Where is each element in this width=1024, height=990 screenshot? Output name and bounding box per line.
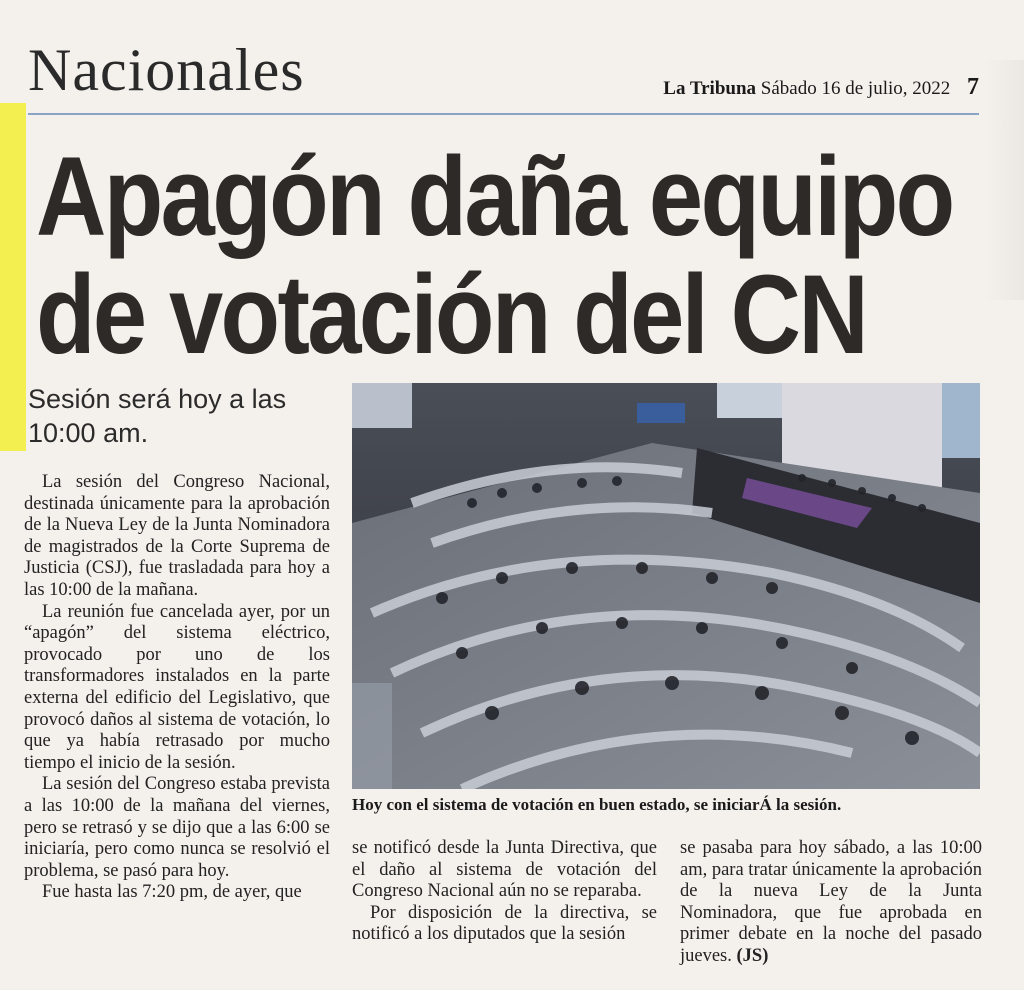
article-column-2 <box>352 838 657 946</box>
photo-caption: Hoy con el sistema de votación en buen estado, se iniciarÁ la sesión. <box>352 795 842 814</box>
article-paragraph: se notificó desde la Junta Directiva, que el daño al sistema de votación del Congreso Nacional aún no se reparaba. <box>352 838 657 902</box>
newspaper-name: La Tribuna <box>663 78 757 99</box>
headline <box>36 134 953 377</box>
author-signature: (JS) <box>736 945 769 966</box>
highlighter-mark <box>0 103 26 451</box>
article-paragraph <box>680 838 982 968</box>
article-paragraph: Fue hasta las 7:20 pm, de ayer, que <box>42 882 302 903</box>
subheadline: Sesión será hoy a las 10:00 am. <box>28 384 287 448</box>
issue-date: Sábado 16 de julio, 2022 <box>760 78 951 99</box>
header-rule <box>28 113 979 115</box>
section-title: Nacionales <box>28 37 305 103</box>
article-paragraph: Por disposición de la directiva, se notificó a los diputados que la sesión <box>352 902 657 945</box>
page-number: 7 <box>967 74 979 100</box>
congress-chamber-photo <box>352 383 980 789</box>
article-paragraph: La sesión del Congreso Nacional, destinada únicamente para la aprobación de la Nueva Ley de la Junta Nominadora de magistrados de la Corte Suprema de Justicia (CSJ), fue trasladada para hoy a las 10:00 de la mañana. <box>24 472 330 600</box>
masthead <box>663 74 979 101</box>
chamber-illustration <box>352 383 980 789</box>
bleed-through-shadow <box>984 60 1024 300</box>
headline-line-2: de votación del CN <box>36 252 867 377</box>
article-column-1 <box>24 472 330 904</box>
headline-line-1: Apagón daña equipo <box>36 134 953 259</box>
article-paragraph: La sesión del Congreso estaba prevista a las 10:00 de la mañana del viernes, pero se retrasó y se dijo que a las 6:00 se iniciaría, pero como nunca se resolvió el problema, se pasó para hoy. <box>24 774 330 881</box>
article-text: se pasaba para hoy sábado, a las 10:00 am, para tratar únicamente la aprobación de la nueva Ley de la Junta Nominadora, que fue aprobada en primer debate en la noche del pasado jueves. <box>680 838 983 966</box>
article-paragraph: La reunión fue cancelada ayer, por un “apagón” del sistema eléctrico, provocado por uno de los transformadores instalados en la parte externa del edificio del Legislativo, que provocó daños al sistema de votación, lo que ya había retrasado por mucho tiempo el inicio de la sesión. <box>24 601 330 773</box>
article-column-3 <box>680 838 982 968</box>
